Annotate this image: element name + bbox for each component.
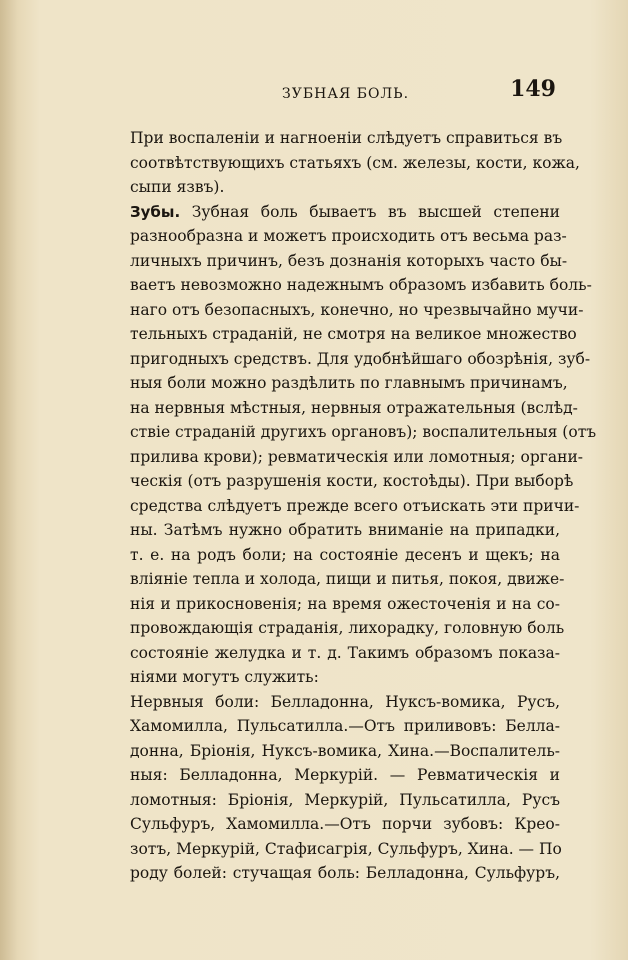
text-line: нія и прикосновенія; на время ожесточенія и на со-	[130, 594, 560, 613]
text-line: наго отъ безопасныхъ, конечно, но чрезвычайно мучи-	[130, 300, 584, 319]
text-line: ніями могутъ служить:	[130, 668, 319, 686]
text-line: соотвѣтствующихъ статьяхъ (см. железы, кости, кожа,	[130, 153, 580, 172]
text-line: сыпи язвъ).	[130, 178, 225, 196]
text-line: Хамомилла, Пульсатилла.—Отъ приливовъ: Белла-	[130, 717, 560, 735]
text-line: тельныхъ страданій, не смотря на великое множество	[130, 325, 577, 343]
text-fragment: Зубная боль бываетъ въ высшей степени	[191, 202, 560, 221]
text-line: ныя боли можно раздѣлить по главнымъ причинамъ,	[130, 374, 568, 392]
text-line: на нервныя мѣстныя, нервныя отражательныя (вслѣд-	[130, 398, 578, 417]
text-line: разнообразна и можетъ происходить отъ весьма раз-	[130, 227, 567, 245]
text-line: ныя: Белладонна, Меркурій. — Ревматическія и	[130, 766, 560, 784]
text-line: личныхъ причинъ, безъ дознанія которыхъ часто бы-	[130, 251, 568, 270]
text-line: прилива крови); ревматическія или ломотныя; органи-	[130, 447, 584, 466]
text-line: т. е. на родъ боли; на состояніе десенъ и щекъ; на	[130, 545, 560, 564]
text-line: провождающія страданія, лихорадку, головную боль	[130, 619, 565, 637]
text-line: Нервныя боли: Белладонна, Нуксъ-вомика, Русъ,	[130, 692, 560, 711]
page-number: 149	[510, 76, 556, 102]
text-line: вліяніе тепла и холода, пищи и питья, покоя, движе-	[130, 570, 565, 588]
text-line: пригодныхъ средствъ. Для удобнѣйшаго обозрѣнія, зуб-	[130, 349, 591, 368]
text-line: состояніе желудка и т. д. Такимъ образомъ показа-	[130, 643, 560, 662]
text-line: При воспаленіи и нагноеніи слѣдуетъ справиться въ	[130, 129, 563, 147]
body-text	[130, 126, 597, 886]
text-line: Сульфуръ, Хамомилла.—Отъ порчи зубовъ: Креo-	[130, 815, 560, 833]
text-line: роду болей: стучащая боль: Белладонна, Сульфуръ,	[130, 864, 560, 882]
text-line: ны. Затѣмъ нужно обратить вниманіе на припадки,	[130, 521, 560, 539]
text-line: ваетъ невозможно надежнымъ образомъ избавить боль-	[130, 276, 592, 294]
section-term: Зубы.	[130, 202, 181, 221]
text-line	[130, 200, 560, 225]
text-line: ломотныя: Бріонія, Меркурій, Пульсатилла, Русъ	[130, 790, 560, 809]
running-head: ЗУБНАЯ БОЛЬ.	[282, 86, 410, 102]
text-line: ствіе страданій другихъ органовъ); воспалительныя (отъ	[130, 423, 597, 441]
text-line: зотъ, Меркурій, Стафисагрія, Сульфуръ, Хина. — По	[130, 839, 562, 858]
text-line: средства слѣдуетъ прежде всего отъискать эти причи-	[130, 496, 580, 515]
paragraph	[130, 126, 580, 200]
paragraph	[130, 200, 597, 690]
paragraph	[130, 690, 560, 886]
text-line: донна, Бріонія, Нуксъ-вомика, Хина.—Воспалитель-	[130, 741, 560, 760]
page-header	[130, 76, 560, 110]
text-line: ческія (отъ разрушенія кости, костоѣды). При выборѣ	[130, 472, 574, 490]
